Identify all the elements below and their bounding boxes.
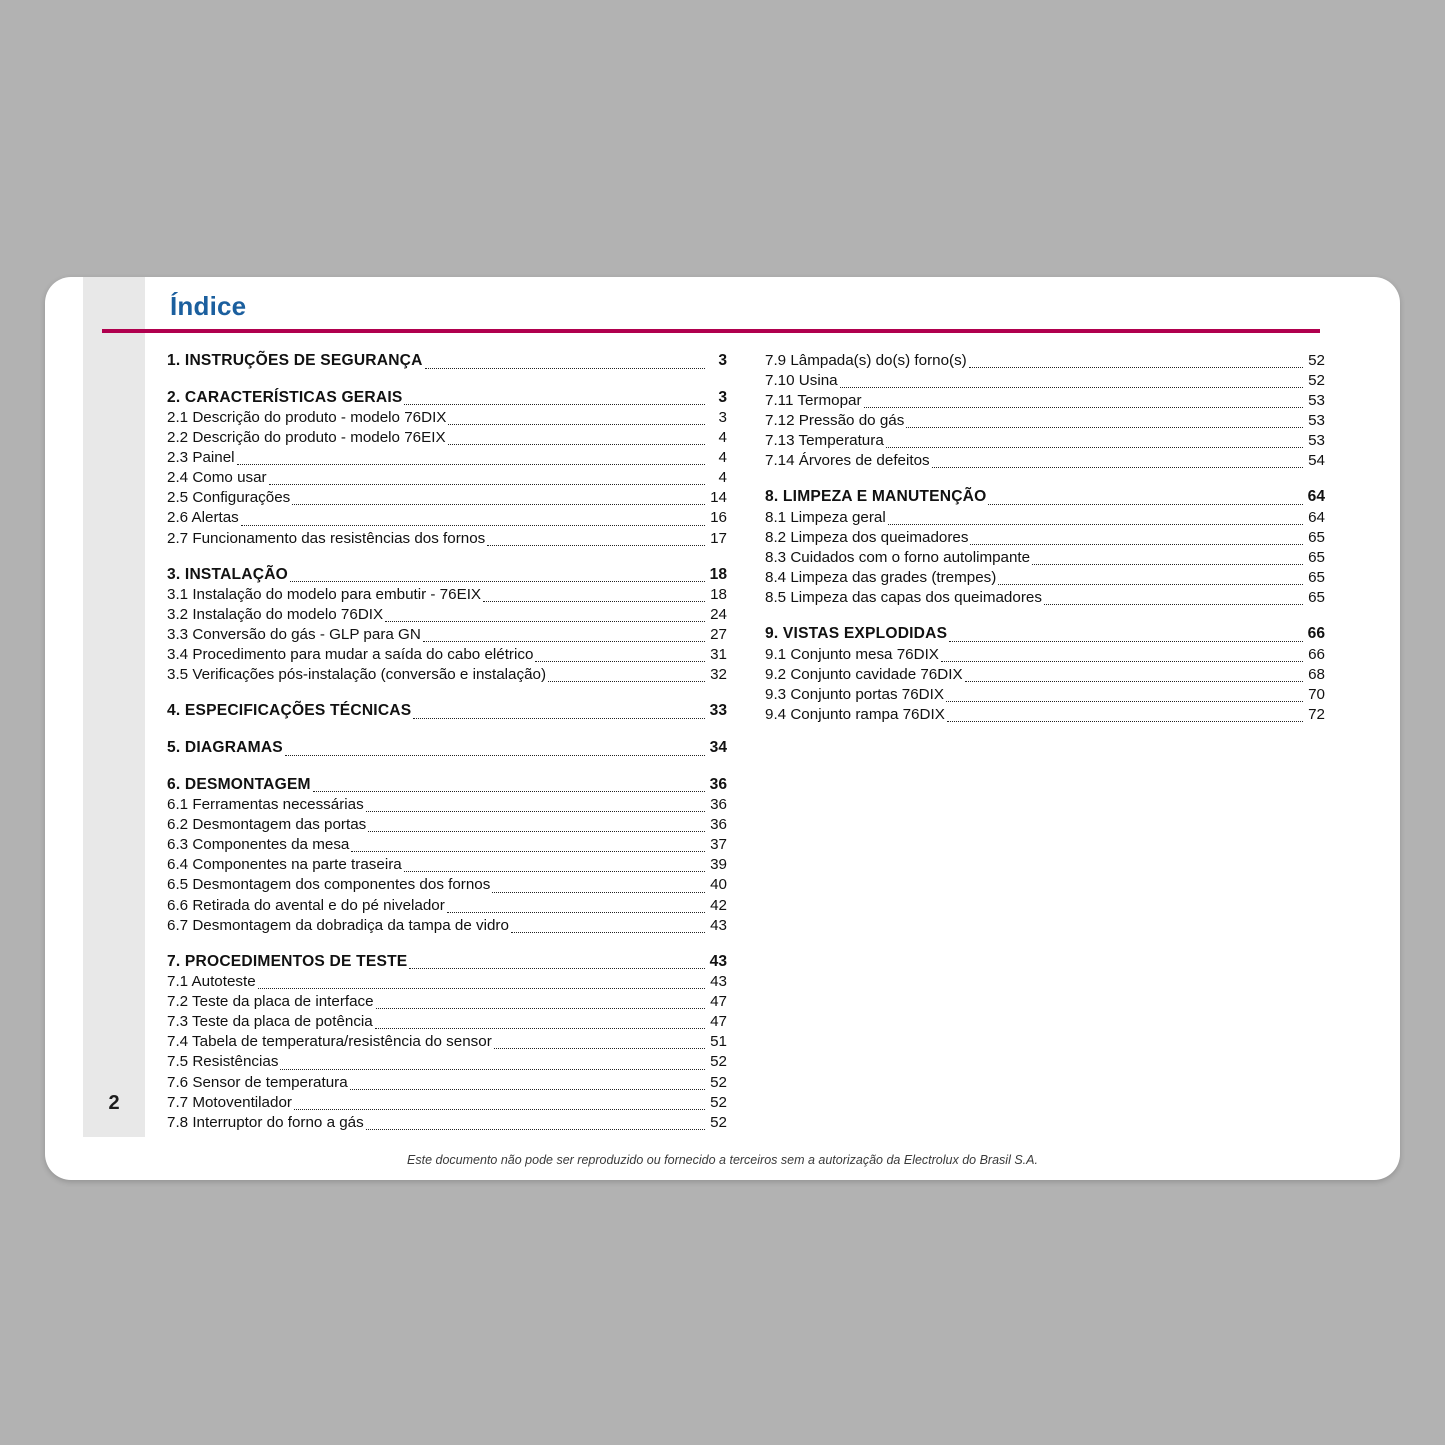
toc-entry[interactable] xyxy=(167,875,727,895)
toc-entry[interactable] xyxy=(167,468,727,488)
toc-entry-label: 7.14 Árvores de defeitos xyxy=(765,452,930,470)
toc-entry-page: 27 xyxy=(710,626,727,644)
toc-entry[interactable] xyxy=(167,428,727,448)
toc-entry-label: 2.6 Alertas xyxy=(167,509,239,527)
toc-entry-leader xyxy=(946,700,1303,702)
toc-entry[interactable] xyxy=(765,645,1325,665)
toc-entry-page: 52 xyxy=(710,1073,727,1091)
toc-entry[interactable] xyxy=(167,855,727,875)
toc-entry-leader xyxy=(368,830,705,832)
toc-entry-page: 32 xyxy=(710,666,727,684)
toc-entry-leader xyxy=(448,443,705,445)
toc-entry-page: 18 xyxy=(709,565,727,583)
toc-entry[interactable] xyxy=(167,388,727,409)
toc-entry-label: 2.5 Configurações xyxy=(167,489,291,507)
toc-entry-leader xyxy=(290,580,705,582)
toc-entry-page: 68 xyxy=(1308,665,1325,683)
toc-entry-leader xyxy=(366,810,705,812)
toc-entry-page: 52 xyxy=(710,1053,727,1071)
toc-entry-label: 9.4 Conjunto rampa 76DIX xyxy=(765,706,945,724)
toc-entry-page: 53 xyxy=(1308,392,1325,410)
toc-entry-page: 52 xyxy=(710,1093,727,1111)
toc-entry-page: 3 xyxy=(718,388,727,406)
toc-entry-page: 43 xyxy=(709,952,727,970)
toc-entry[interactable] xyxy=(167,665,727,685)
toc-entry-page: 64 xyxy=(1307,488,1325,506)
toc-entry-leader xyxy=(404,870,705,872)
toc-entry-label: 7.7 Motoventilador xyxy=(167,1093,292,1111)
toc-entry-label: 3.2 Instalação do modelo 76DIX xyxy=(167,606,384,624)
toc-entry-label: 6.2 Desmontagem das portas xyxy=(167,816,367,834)
toc-entry-page: 70 xyxy=(1308,685,1325,703)
toc-entry-label: 7.6 Sensor de temperatura xyxy=(167,1073,348,1091)
toc-entry[interactable] xyxy=(765,451,1325,471)
toc-entry[interactable] xyxy=(167,701,727,722)
toc-entry-leader xyxy=(1032,563,1303,565)
toc-entry-page: 52 xyxy=(710,1113,727,1131)
toc-entry-page: 37 xyxy=(710,836,727,854)
toc-entry[interactable] xyxy=(765,685,1325,705)
toc-entry-leader xyxy=(237,463,705,465)
toc-entry-page: 52 xyxy=(1308,352,1325,369)
toc-entry-label: 3. INSTALAÇÃO xyxy=(167,565,288,583)
toc-entry[interactable] xyxy=(167,775,727,796)
toc-entry-label: 5. DIAGRAMAS xyxy=(167,739,283,757)
toc-entry[interactable] xyxy=(167,815,727,835)
toc-entry-label: 7.5 Resistências xyxy=(167,1053,279,1071)
toc-entry[interactable] xyxy=(765,411,1325,431)
toc-entry-label: 2.1 Descrição do produto - modelo 76DIX xyxy=(167,409,447,427)
toc-entry-label: 7.3 Teste da placa de potência xyxy=(167,1013,373,1031)
toc-entry-leader xyxy=(404,403,705,405)
toc-entry-label: 8.2 Limpeza dos queimadores xyxy=(765,529,969,547)
toc-entry-label: 8.1 Limpeza geral xyxy=(765,508,886,526)
toc-entry[interactable] xyxy=(167,795,727,815)
toc-entry-page: 36 xyxy=(710,816,727,834)
toc-columns xyxy=(45,351,1400,1141)
toc-entry-label: 9.3 Conjunto portas 76DIX xyxy=(765,685,944,703)
toc-entry-page: 47 xyxy=(710,1013,727,1031)
title-divider xyxy=(102,329,1320,333)
toc-entry-leader xyxy=(350,1088,705,1090)
toc-entry[interactable] xyxy=(765,508,1325,528)
toc-entry-label: 6.5 Desmontagem dos componentes dos fornos xyxy=(167,876,491,894)
toc-entry-leader xyxy=(375,1027,705,1029)
toc-entry-leader xyxy=(932,466,1303,468)
toc-entry-page: 65 xyxy=(1308,569,1325,587)
toc-entry-leader xyxy=(969,366,1303,368)
toc-entry-page: 52 xyxy=(1308,372,1325,390)
toc-entry-leader xyxy=(258,987,705,989)
toc-entry-page: 43 xyxy=(710,916,727,934)
toc-entry-leader xyxy=(941,660,1303,662)
toc-entry[interactable] xyxy=(167,351,727,372)
toc-entry[interactable] xyxy=(167,1012,727,1032)
toc-entry[interactable] xyxy=(167,1032,727,1052)
toc-entry-leader xyxy=(280,1068,705,1070)
toc-entry[interactable] xyxy=(765,588,1325,608)
toc-entry-page: 18 xyxy=(710,586,727,604)
toc-entry-leader xyxy=(1044,603,1303,605)
toc-entry-page: 34 xyxy=(709,739,727,757)
toc-entry-page: 54 xyxy=(1308,452,1325,470)
toc-entry-label: 3.4 Procedimento para mudar a saída do cabo elétrico xyxy=(167,646,534,664)
toc-entry-page: 36 xyxy=(709,775,727,793)
toc-entry[interactable] xyxy=(167,1093,727,1113)
toc-entry-label: 3.3 Conversão do gás - GLP para GN xyxy=(167,626,421,644)
toc-entry-page: 72 xyxy=(1308,706,1325,724)
toc-column-left xyxy=(167,351,727,1133)
toc-entry-label: 7.4 Tabela de temperatura/resistência do sensor xyxy=(167,1033,492,1051)
toc-entry[interactable] xyxy=(167,835,727,855)
toc-entry[interactable] xyxy=(167,952,727,973)
toc-entry-leader xyxy=(285,754,705,756)
toc-entry-leader xyxy=(366,1128,705,1130)
toc-entry-label: 3.1 Instalação do modelo para embutir - 76EIX xyxy=(167,586,482,604)
toc-column-right xyxy=(765,351,1325,725)
toc-entry[interactable] xyxy=(167,408,727,428)
toc-entry-label: 7.2 Teste da placa de interface xyxy=(167,993,374,1011)
toc-entry-leader xyxy=(385,620,705,622)
page-footer: Este documento não pode ser reproduzido ou fornecido a terceiros sem a autorização da Electrolux do Brasil S.A. xyxy=(407,1153,1038,1167)
toc-entry-page: 4 xyxy=(718,429,727,447)
toc-entry[interactable] xyxy=(167,565,727,586)
toc-entry-label: 6.1 Ferramentas necessárias xyxy=(167,796,364,814)
toc-entry-page: 51 xyxy=(710,1033,727,1051)
toc-entry-page: 42 xyxy=(710,896,727,914)
toc-entry[interactable] xyxy=(765,351,1325,371)
toc-entry-page: 14 xyxy=(710,489,727,507)
toc-entry-page: 31 xyxy=(710,646,727,664)
toc-entry[interactable] xyxy=(765,391,1325,411)
toc-entry-page: 47 xyxy=(710,993,727,1011)
toc-entry[interactable] xyxy=(167,529,727,549)
toc-entry-label: 9. VISTAS EXPLODIDAS xyxy=(765,625,948,643)
toc-entry-page: 4 xyxy=(718,449,727,467)
toc-entry-page: 40 xyxy=(710,876,727,894)
toc-entry-label: 7.1 Autoteste xyxy=(167,973,256,991)
toc-entry-leader xyxy=(241,524,705,526)
toc-entry-leader xyxy=(998,583,1303,585)
toc-entry-leader xyxy=(351,850,705,852)
toc-entry[interactable] xyxy=(167,972,727,992)
toc-entry[interactable] xyxy=(765,528,1325,548)
toc-entry-label: 6.7 Desmontagem da dobradiça da tampa de vidro xyxy=(167,916,509,934)
toc-entry[interactable] xyxy=(765,371,1325,391)
toc-entry-label: 9.2 Conjunto cavidade 76DIX xyxy=(765,665,963,683)
toc-entry-label: 8. LIMPEZA E MANUTENÇÃO xyxy=(765,488,987,506)
toc-entry-page: 66 xyxy=(1307,625,1325,643)
toc-entry-leader xyxy=(292,503,705,505)
toc-entry-page: 16 xyxy=(710,509,727,527)
toc-entry-leader xyxy=(447,911,705,913)
toc-entry-label: 6.3 Componentes da mesa xyxy=(167,836,350,854)
toc-entry[interactable] xyxy=(167,1113,727,1133)
toc-entry-leader xyxy=(294,1108,705,1110)
toc-entry[interactable] xyxy=(167,645,727,665)
toc-entry-leader xyxy=(840,386,1303,388)
toc-entry-label: 9.1 Conjunto mesa 76DIX xyxy=(765,645,939,663)
toc-entry-page: 53 xyxy=(1308,432,1325,450)
toc-entry-page: 3 xyxy=(718,409,727,427)
toc-entry-leader xyxy=(448,423,705,425)
toc-entry[interactable] xyxy=(167,488,727,508)
toc-entry-label: 2.2 Descrição do produto - modelo 76EIX xyxy=(167,429,446,447)
toc-entry-page: 65 xyxy=(1308,549,1325,567)
toc-entry[interactable] xyxy=(167,916,727,936)
toc-entry-label: 2.7 Funcionamento das resistências dos fornos xyxy=(167,529,486,547)
toc-entry-label: 8.5 Limpeza das capas dos queimadores xyxy=(765,589,1042,607)
toc-entry-label: 3.5 Verificações pós-instalação (conversão e instalação) xyxy=(167,666,547,684)
toc-entry-leader xyxy=(888,523,1303,525)
toc-entry[interactable] xyxy=(167,738,727,759)
toc-entry-page: 17 xyxy=(710,529,727,547)
toc-entry[interactable] xyxy=(167,605,727,625)
toc-entry-leader xyxy=(965,680,1303,682)
toc-entry-label: 2.3 Painel xyxy=(167,449,235,467)
page-number: 2 xyxy=(108,1092,120,1114)
toc-entry-label: 4. ESPECIFICAÇÕES TÉCNICAS xyxy=(167,702,412,720)
toc-entry-leader xyxy=(483,600,705,602)
toc-entry[interactable] xyxy=(167,448,727,468)
toc-entry-leader xyxy=(886,446,1303,448)
toc-entry-leader xyxy=(425,367,705,369)
document-page xyxy=(45,277,1400,1180)
toc-entry-leader xyxy=(492,891,705,893)
toc-entry-label: 7.12 Pressão do gás xyxy=(765,412,905,430)
toc-entry-label: 8.4 Limpeza das grades (trempes) xyxy=(765,569,997,587)
toc-entry-label: 7.10 Usina xyxy=(765,372,838,390)
toc-entry-label: 2.4 Como usar xyxy=(167,469,267,487)
toc-entry-leader xyxy=(947,720,1303,722)
toc-entry-page: 39 xyxy=(710,856,727,874)
toc-entry-label: 6.4 Componentes na parte traseira xyxy=(167,856,402,874)
toc-entry-page: 65 xyxy=(1308,529,1325,547)
toc-entry-leader xyxy=(376,1007,705,1009)
toc-entry-leader xyxy=(970,543,1303,545)
toc-entry-label: 2. CARACTERÍSTICAS GERAIS xyxy=(167,388,403,406)
page-title: Índice xyxy=(170,291,247,321)
toc-entry-label: 7. PROCEDIMENTOS DE TESTE xyxy=(167,952,408,970)
toc-entry-label: 7.9 Lâmpada(s) do(s) forno(s) xyxy=(765,352,967,369)
toc-entry-leader xyxy=(409,967,705,969)
toc-entry[interactable] xyxy=(765,705,1325,725)
toc-entry-label: 7.13 Temperatura xyxy=(765,432,884,450)
toc-entry[interactable] xyxy=(765,624,1325,645)
toc-entry-leader xyxy=(988,503,1303,505)
toc-entry-page: 66 xyxy=(1308,645,1325,663)
toc-entry-page: 64 xyxy=(1308,508,1325,526)
toc-entry[interactable] xyxy=(167,625,727,645)
toc-entry[interactable] xyxy=(167,1052,727,1072)
toc-entry-page: 36 xyxy=(710,796,727,814)
toc-entry-leader xyxy=(535,660,705,662)
toc-entry[interactable] xyxy=(167,508,727,528)
toc-entry[interactable] xyxy=(765,568,1325,588)
toc-entry-page: 43 xyxy=(710,973,727,991)
toc-entry-page: 33 xyxy=(709,702,727,720)
toc-entry-page: 53 xyxy=(1308,412,1325,430)
toc-entry-leader xyxy=(494,1047,705,1049)
toc-entry[interactable] xyxy=(167,585,727,605)
toc-entry-leader xyxy=(906,426,1303,428)
toc-entry[interactable] xyxy=(167,896,727,916)
toc-entry[interactable] xyxy=(765,431,1325,451)
toc-entry-label: 7.8 Interruptor do forno a gás xyxy=(167,1113,364,1131)
toc-entry-leader xyxy=(413,717,705,719)
toc-entry-page: 3 xyxy=(718,352,727,369)
toc-entry-leader xyxy=(511,931,705,933)
toc-entry[interactable] xyxy=(765,548,1325,568)
toc-entry-leader xyxy=(864,406,1303,408)
toc-entry[interactable] xyxy=(765,665,1325,685)
toc-entry-page: 65 xyxy=(1308,589,1325,607)
toc-entry-label: 1. INSTRUÇÕES DE SEGURANÇA xyxy=(167,352,423,369)
toc-entry-leader xyxy=(548,680,705,682)
toc-entry-label: 6. DESMONTAGEM xyxy=(167,775,311,793)
toc-entry[interactable] xyxy=(167,1073,727,1093)
toc-entry-label: 7.11 Termopar xyxy=(765,392,862,410)
toc-entry-leader xyxy=(269,483,705,485)
toc-entry-leader xyxy=(949,640,1303,642)
toc-entry[interactable] xyxy=(167,992,727,1012)
toc-entry-label: 6.6 Retirada do avental e do pé nivelador xyxy=(167,896,445,914)
toc-entry[interactable] xyxy=(765,487,1325,508)
toc-entry-leader xyxy=(423,640,705,642)
toc-entry-leader xyxy=(487,544,705,546)
toc-entry-page: 4 xyxy=(718,469,727,487)
toc-entry-label: 8.3 Cuidados com o forno autolimpante xyxy=(765,549,1031,567)
toc-entry-page: 24 xyxy=(710,606,727,624)
toc-entry-leader xyxy=(313,790,705,792)
